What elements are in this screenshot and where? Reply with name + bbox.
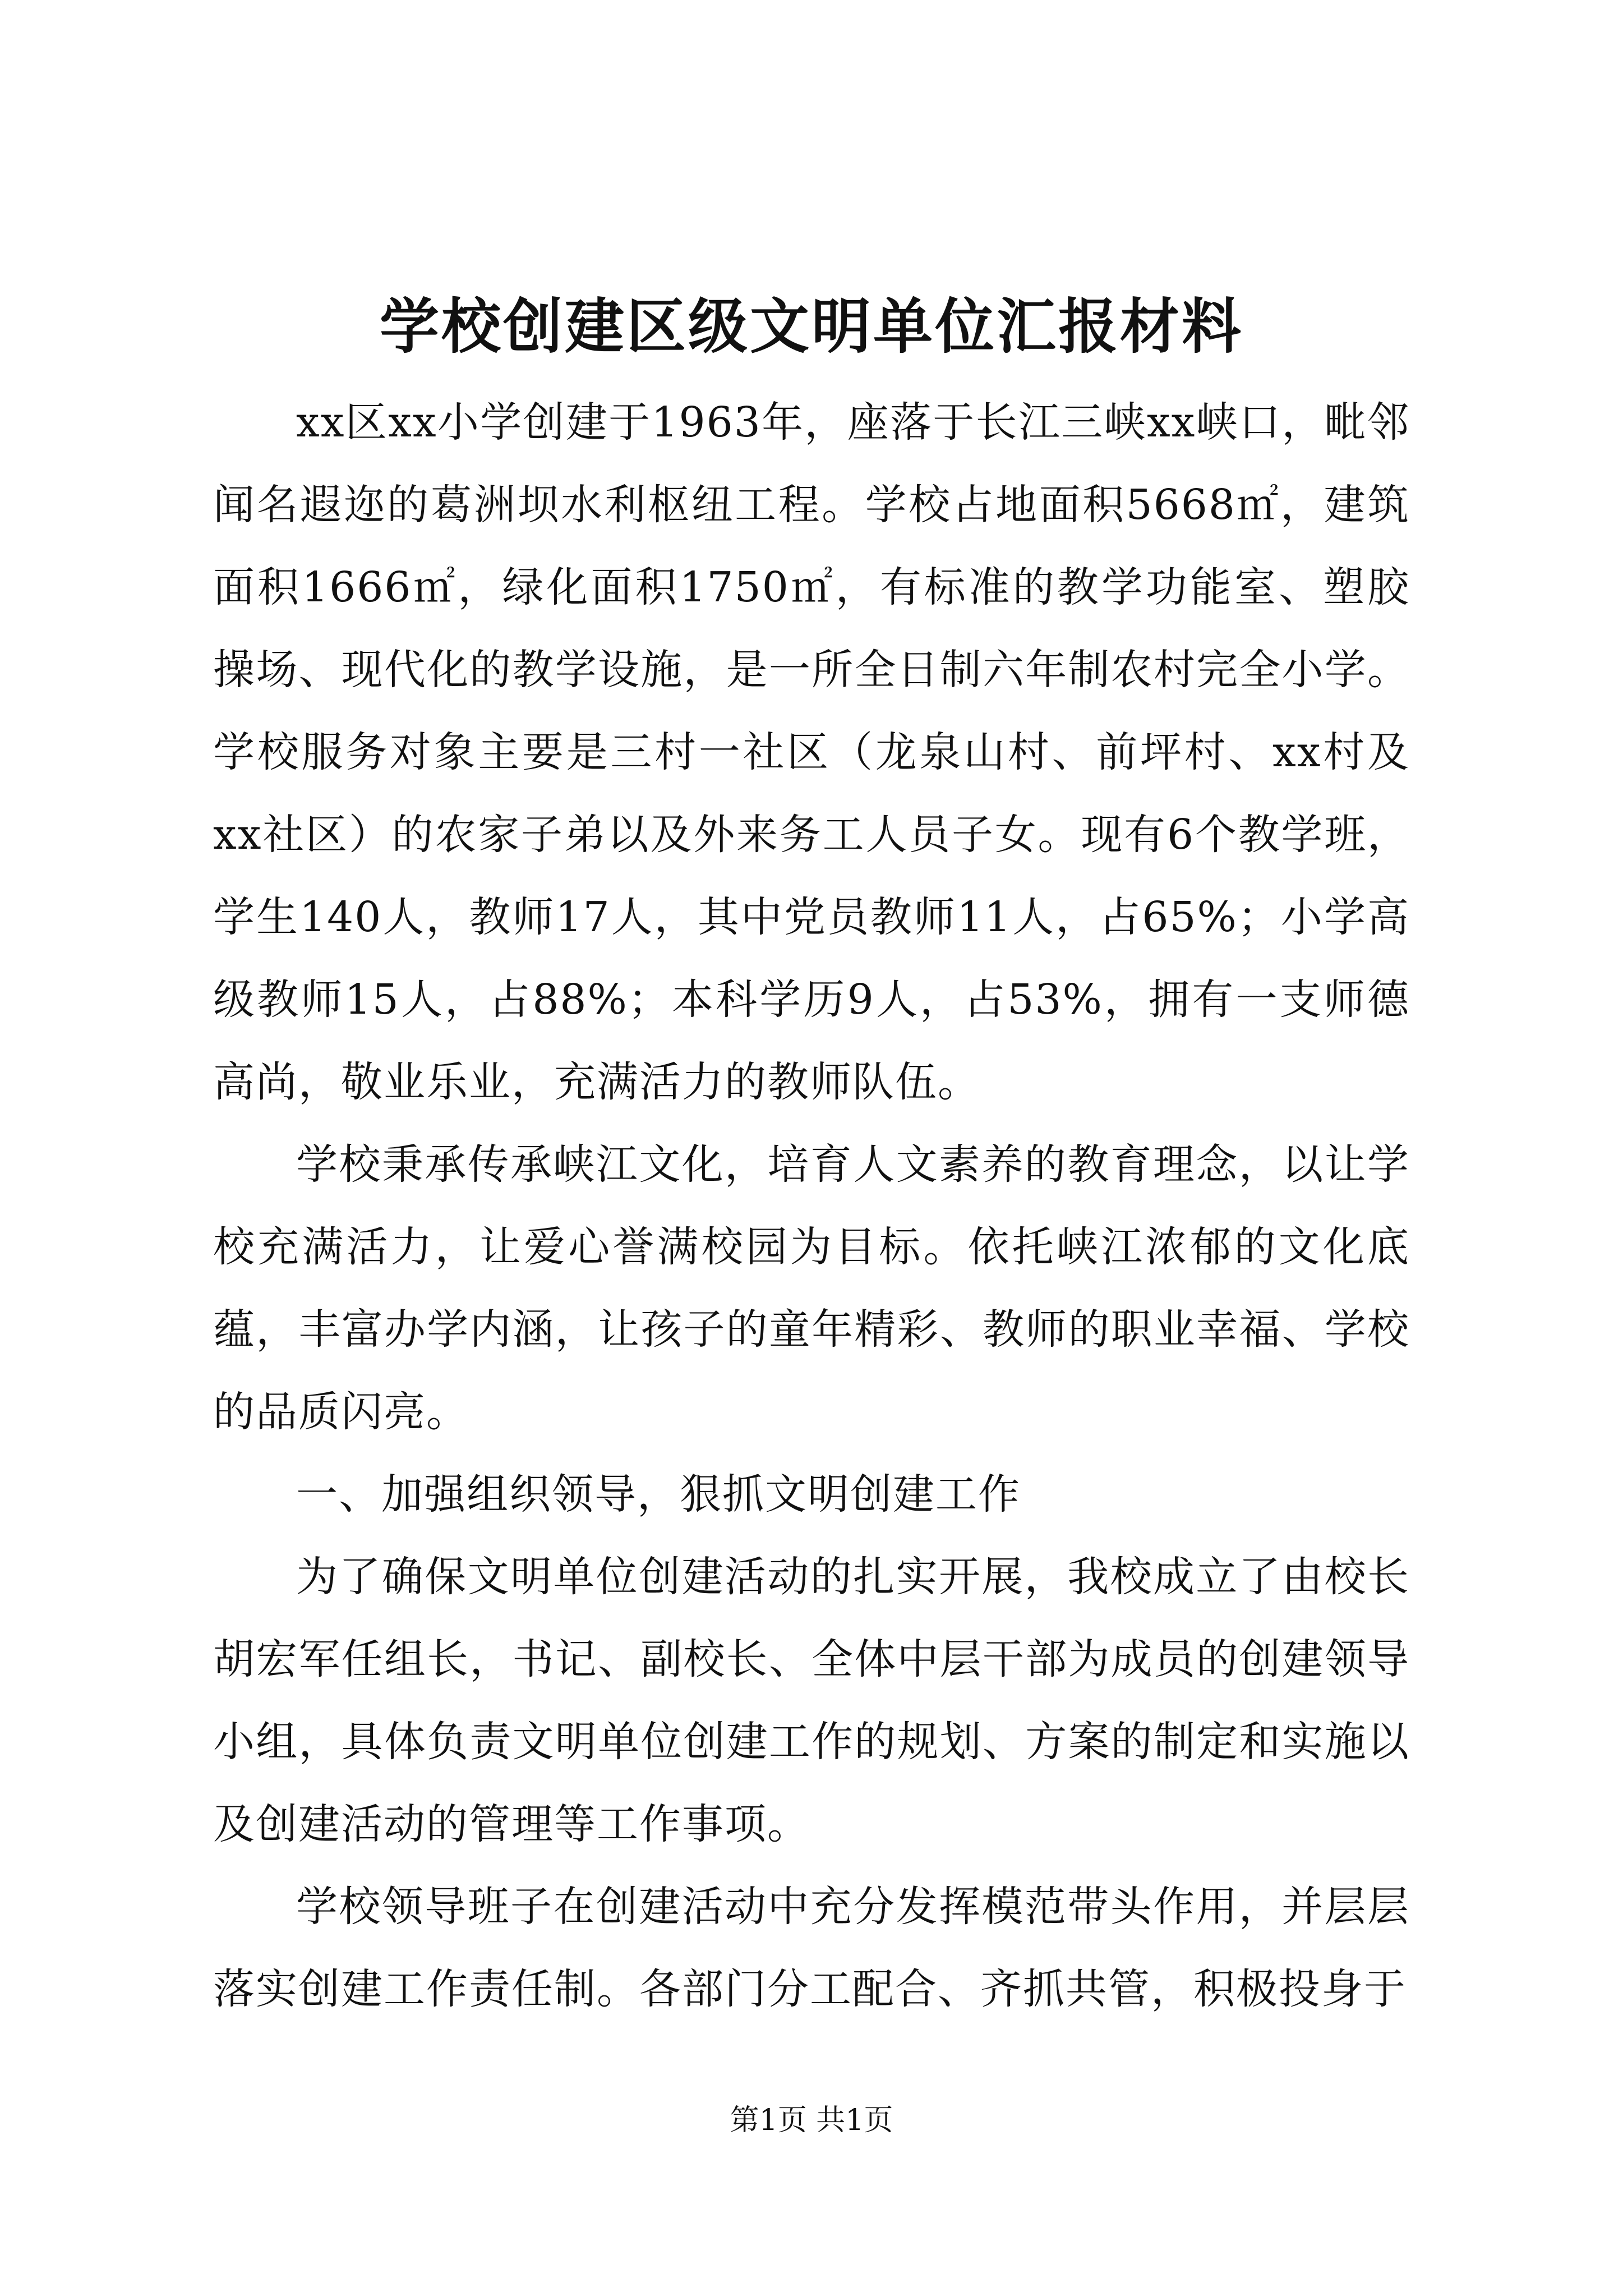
- paragraph-school-philosophy: 学校秉承传承峡江文化，培育人文素养的教育理念，以让学校充满活力，让爱心誉满校园为目标。依托峡江浓郁的文化底蕴，丰富办学内涵，让孩子的童年精彩、教师的职业幸福、学校的品质闪亮。: [213, 1140, 1410, 1436]
- document-body: [213, 381, 1410, 2031]
- document-title: 学校创建区级文明单位汇报材料: [380, 291, 1243, 361]
- paragraph-leadership-group: 为了确保文明单位创建活动的扎实开展，我校成立了由校长胡宏军任组长，书记、副校长、全体中层干部为成员的创建领导小组，具体负责文明单位创建工作的规划、方案的制定和实施以及创建活动的管理等工作事项。: [213, 1553, 1410, 1848]
- paragraph-responsibility: 学校领导班子在创建活动中充分发挥模范带头作用，并层层落实创建工作责任制。各部门分工配合、齐抓共管，积极投身于: [213, 1883, 1410, 2013]
- page-footer: 第1页 共1页: [730, 2104, 893, 2137]
- paragraph-school-intro: xx区xx小学创建于1963年，座落于长江三峡xx峡口，毗邻闻名遐迩的葛洲坝水利枢纽工程。学校占地面积5668㎡，建筑面积1666㎡，绿化面积1750㎡，有标准的教学功能室、塑胶操场、现代化的教学设施，是一所全日制六年制农村完全小学。学校服务对象主要是三村一社区（龙泉山村、前坪村、xx村及xx社区）的农家子弟以及外来务工人员子女。现有6个教学班，学生140人，教师17人，其中党员教师11人，占65%；小学高级教师15人，占88%；本科学历9人，占53%，拥有一支师德高尚，敬业乐业，充满活力的教师队伍。: [213, 398, 1410, 1106]
- section-heading-organization: 一、加强组织领导，狠抓文明创建工作: [296, 1470, 1021, 1519]
